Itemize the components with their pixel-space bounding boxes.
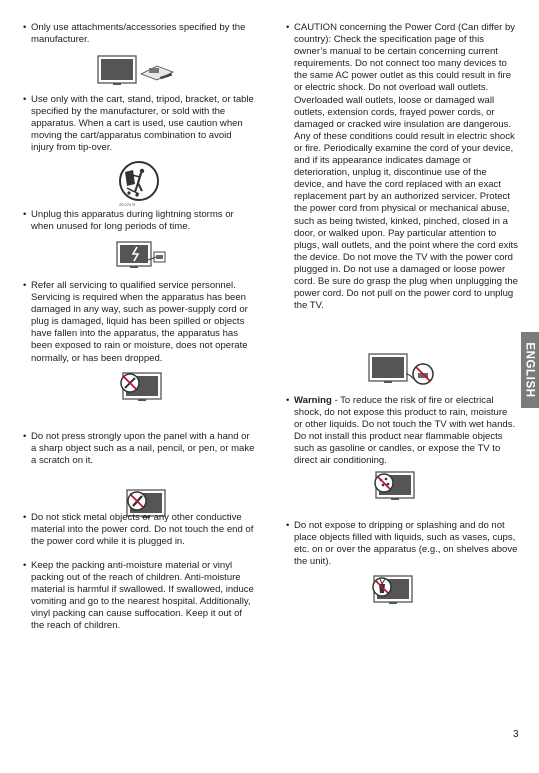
- power-cord-illustration: [366, 352, 436, 388]
- language-tab-label: ENGLISH: [524, 342, 537, 398]
- list-item-press: [23, 431, 255, 467]
- bullet: •: [23, 22, 27, 33]
- bullet: •: [23, 280, 27, 291]
- bullet: •: [23, 431, 27, 442]
- list-item-metal-objects: [23, 512, 255, 548]
- bullet: •: [23, 94, 27, 105]
- accessories-illustration: [97, 54, 181, 86]
- list-item-servicing: [23, 280, 255, 365]
- item-text: Unplug this apparatus during lightning storms or when unused for long periods of time.: [31, 209, 234, 233]
- servicing-illustration: [118, 371, 164, 405]
- item-text: Do not press strongly upon the panel with a hand or a sharp object such as a nail, pencil, or pen, or make a scratch on it.: [31, 431, 255, 467]
- language-tab: [521, 332, 539, 408]
- list-item-power-cord: [286, 22, 518, 312]
- bullet: •: [23, 209, 27, 220]
- no-vase-illustration: [369, 574, 415, 608]
- bullet: •: [23, 560, 27, 571]
- item-text: [294, 395, 518, 468]
- item-text: CAUTION concerning the Power Cord (Can differ by country): Check the specification page of this owner’s manual to be certain concerning current requirements. Do not connect too many devices to the same AC power outlet as this could result in fire or electric shock. Do not overload wall outlets. Overloaded wall outlets, loose or damaged wall outlets, extension cords, frayed power cords, or damaged or cracked wire insulation are dangerous. Any of these conditions could result in electric shock or fire. Periodically examine the cord of your device, and if its appearance indicates damage or deterioration, unplug it, discontinue use of the device, and have the cord replaced with an exact replacement part by an authorized servicer. Protect the power cord from physical or mechanical abuse, such as being twisted, kinked, pinched, closed in a door, or walked upon. Pay particular attention to plugs, wall outlets, and the point where the cord exits the device. Do not move the TV with the power cord plugged in. Do not use a damaged or loose power cord. Be sure do grasp the plug when unplugging the power cord. Do not pull on the power cord to unplug the TV.: [294, 22, 518, 312]
- item-text: Refer all servicing to qualified service personnel. Servicing is required when the apparatus has been damaged in any way, such as power-supply cord or plug is damaged, liquid has been spilled or objects have fallen into the apparatus, the apparatus has been exposed to rain or moisture, does not operate normally, or has been dropped.: [31, 280, 248, 364]
- list-item-unplug: [23, 209, 255, 233]
- list-item-cart: [23, 94, 255, 154]
- warning-text: - To reduce the risk of fire or electrical shock, do not expose this product to rain, moisture or other liquids. Do not touch the TV with wet hands. Do not install this product near flammable objects such as gasoline or candles, or expose the TV to direct air conditioning.: [294, 395, 516, 467]
- list-item-attachments: [23, 22, 255, 46]
- list-item-packing: [23, 560, 255, 633]
- item-text: Do not stick metal objects or any other conductive material into the power cord. Do not touch the end of the power cord while it is plugged in.: [31, 512, 254, 548]
- cart-tipover-icon: [117, 160, 161, 206]
- list-item-dripping: [286, 520, 518, 568]
- list-item-warning: [286, 395, 518, 468]
- bullet: •: [286, 520, 290, 531]
- lightning-unplug-illustration: [114, 241, 168, 271]
- item-text: Do not expose to dripping or splashing and do not place objects filled with liquids, such as vases, cups, etc. on or over the apparatus (e.g., on shelves above the unit).: [294, 520, 518, 568]
- no-liquids-illustration: [371, 470, 417, 504]
- page-number: 3: [513, 729, 519, 740]
- tipover-code: 20 070 R: [119, 202, 136, 207]
- item-text: Keep the packing anti-moisture material or vinyl packing out of the reach of children. Anti-moisture material is harmful if swallowed. If swallowed, induce vomiting and go to the nearest hospital. Additionally, vinyl packing can cause suffocation. Keep it out of the reach of children.: [31, 560, 254, 632]
- bullet: •: [23, 512, 27, 523]
- item-text: Only use attachments/accessories specified by the manufacturer.: [31, 22, 246, 46]
- bullet: •: [286, 395, 290, 406]
- bullet: •: [286, 22, 290, 33]
- item-text: Use only with the cart, stand, tripod, bracket, or table specified by the manufacturer, or sold with the apparatus. When a cart is used, use caution when moving the cart/apparatus combination to avoid injury from tip-over.: [31, 94, 254, 154]
- warning-label: Warning: [294, 395, 332, 406]
